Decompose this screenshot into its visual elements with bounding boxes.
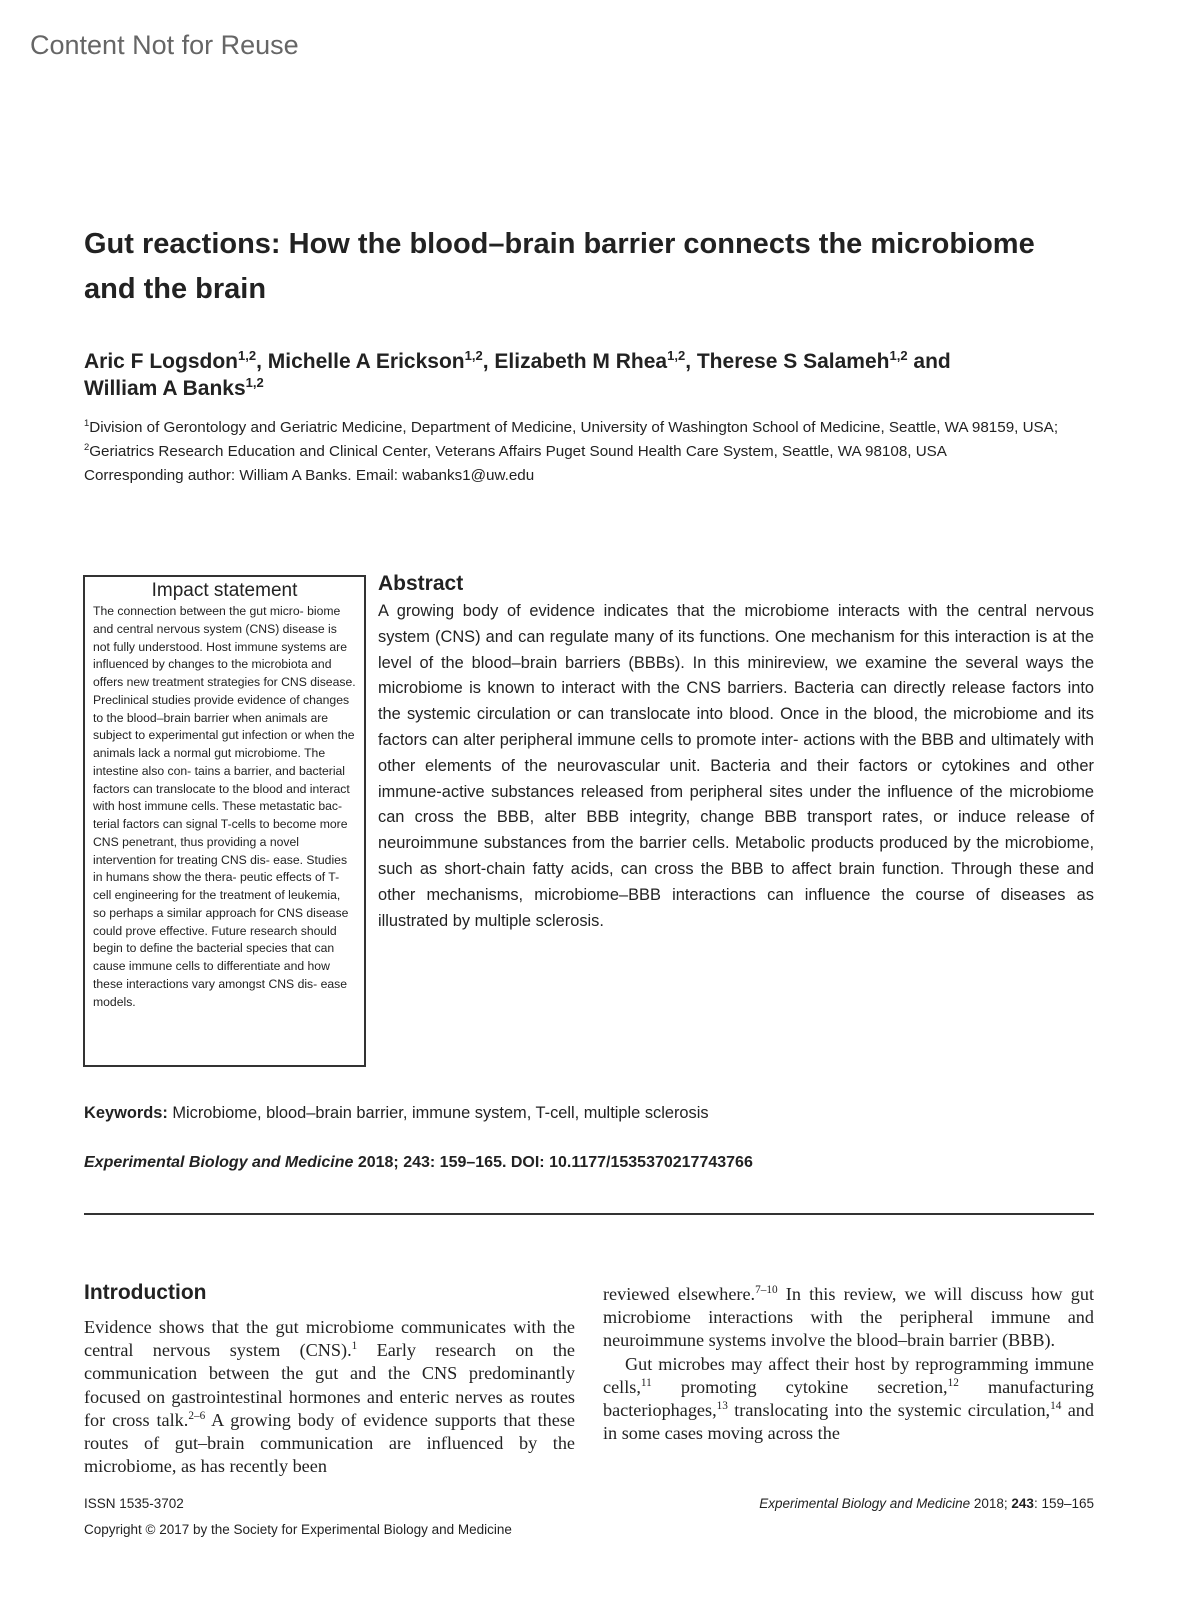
author-affiliation-mark: 1,2 xyxy=(238,348,257,363)
running-footer xyxy=(759,1496,1094,1511)
watermark: Content Not for Reuse xyxy=(30,30,299,60)
text-run: In this review, we will discuss how gut microbiome interactions with the peripheral immune and neuroimmune systems involve the blood–brain barrier (BBB). xyxy=(603,1284,1094,1351)
article-title: Gut reactions: How the blood–brain barrier connects the microbiome and the brain xyxy=(84,228,1035,305)
author-name: Elizabeth M Rhea xyxy=(494,350,668,373)
author-separator: , xyxy=(685,350,697,373)
impact-statement-box xyxy=(83,575,366,1067)
issn: ISSN 1535-3702 xyxy=(84,1496,184,1511)
affiliations xyxy=(84,416,1096,488)
abstract-text: A growing body of evidence indicates that the microbiome interacts with the central nervous system (CNS) and can regulate many of its functions. One mechanism for this interaction is at the level of the blood–brain barriers (BBBs). In this minireview, we examine the several ways the microbiome is known to interact with the CNS barriers. Bacteria can directly release factors into the systemic circulation or can translocate into blood. Once in the blood, the microbiome and its factors can alter peripheral immune cells to promote inter- actions with the BBB and ultimately with other elements of the neurovascular unit. Bacteria and their factors or cytokines and other immune-active substances released from peripheral sites under the influence of the microbiome can cross the BBB, alter BBB integrity, change BBB transport rates, or induce release of neuroimmune substances from the barrier cells. Metabolic products produced by the microbiome, such as short-chain fatty acids, can cross the BBB to affect brain function. Through these and other mechanisms, microbiome–BBB interactions can influence the course of diseases as illustrated by multiple sclerosis. xyxy=(378,602,1094,930)
author-affiliation-mark: 1,2 xyxy=(245,375,264,390)
divider xyxy=(84,1213,1094,1215)
citation-ref: 2–6 xyxy=(188,1409,206,1422)
author-separator: , xyxy=(482,350,495,373)
author-separator: , xyxy=(256,350,268,373)
text-run: translocating into the systemic circulation, xyxy=(727,1400,1051,1421)
author-affiliation-mark: 1,2 xyxy=(889,348,908,363)
author-separator: and xyxy=(907,350,951,373)
impact-heading: Impact statement xyxy=(151,580,298,601)
text-run: promoting cytokine secretion, xyxy=(651,1376,948,1397)
citation-journal: Experimental Biology and Medicine xyxy=(84,1154,354,1171)
corresponding-author: Corresponding author: William A Banks. Email: wabanks1@uw.edu xyxy=(84,467,535,484)
author-name: Aric F Logsdon xyxy=(84,350,238,373)
author-affiliation-mark: 1,2 xyxy=(667,348,686,363)
citation-ref: 13 xyxy=(716,1399,728,1412)
footer-pages: : 159–165 xyxy=(1033,1496,1094,1511)
keywords xyxy=(84,1104,709,1123)
citation-ref: 14 xyxy=(1050,1399,1062,1412)
author-name: Therese S Salameh xyxy=(696,350,890,373)
citation-ref: 7–10 xyxy=(755,1283,778,1296)
author-list xyxy=(84,348,1094,402)
intro-right-column xyxy=(603,1283,1094,1445)
copyright: Copyright © 2017 by the Society for Experimental Biology and Medicine xyxy=(84,1522,512,1537)
text-run: Early research on the communication between the gut and the CNS predominantly focused on gastrointestinal hormones and enteric nerves as routes for cross talk. xyxy=(84,1340,575,1430)
citation xyxy=(84,1154,753,1172)
affiliation-mark: 1 xyxy=(84,416,90,428)
keywords-label: Keywords: xyxy=(84,1104,168,1122)
footer-year: 2018; xyxy=(970,1496,1012,1511)
intro-paragraph xyxy=(603,1353,1094,1446)
author-name: William A Banks xyxy=(84,377,246,400)
affiliation-1: Division of Gerontology and Geriatric Medicine, Department of Medicine, University of Washington School of Medicine, Seattle, WA 98159, USA; xyxy=(89,419,1059,436)
citation-ref: 12 xyxy=(947,1376,959,1389)
affiliation-mark: 2 xyxy=(84,440,90,452)
impact-text: The connection between the gut micro- biome and central nervous system (CNS) disease is not fully understood. Host immune systems are influenced by changes to the microbiota and offers new treatment strategies for CNS disease. Preclinical studies provide evidence of changes to the blood–brain barrier when animals are subject to experimental gut infection or when the animals lack a normal gut microbiome. The intestine also con- tains a barrier, and bacterial factors can translocate to the blood and interact with host immune cells. These metastatic bac- terial factors can signal T-cells to become more CNS penetrant, thus providing a novel intervention for treating CNS dis- ease. Studies in humans show the thera- peutic effects of T-cell engineering for the treatment of leukemia, so perhaps a similar approach for CNS disease could prove effective. Future research should begin to define the bacterial species that can cause immune cells to differentiate and how these interactions vary amongst CNS dis- ease models. xyxy=(93,604,356,1009)
intro-left-column xyxy=(84,1316,575,1478)
keywords-text: Microbiome, blood–brain barrier, immune system, T-cell, multiple sclerosis xyxy=(167,1104,709,1122)
intro-paragraph xyxy=(603,1283,1094,1353)
text-run: reviewed elsewhere. xyxy=(603,1284,756,1304)
text-run: A growing body of evidence supports that these routes of gut–brain communication are influenced by the microbiome, as has recently been xyxy=(84,1409,575,1477)
text-run: and in some cases moving across the xyxy=(603,1400,1094,1444)
affiliation-2: Geriatrics Research Education and Clinical Center, Veterans Affairs Puget Sound Health Care System, Seattle, WA 98108, USA xyxy=(89,443,947,460)
author-affiliation-mark: 1,2 xyxy=(464,348,483,363)
introduction-heading: Introduction xyxy=(84,1281,207,1304)
citation-details: 2018; 243: 159–165. DOI: 10.1177/1535370217743766 xyxy=(353,1154,753,1171)
text-run: manufacturing bacteriophages, xyxy=(603,1376,1094,1421)
citation-ref: 11 xyxy=(640,1376,652,1389)
text-run: Gut microbes may affect their host by reprogramming immune cells, xyxy=(603,1353,1094,1397)
author-name: Michelle A Erickson xyxy=(267,350,465,373)
footer-volume: 243 xyxy=(1011,1496,1034,1511)
text-run: Evidence shows that the gut microbiome communicates with the central nervous system (CNS). xyxy=(84,1317,575,1361)
citation-ref: 1 xyxy=(351,1340,358,1353)
footer-journal: Experimental Biology and Medicine xyxy=(759,1496,971,1511)
abstract-heading: Abstract xyxy=(378,572,464,595)
